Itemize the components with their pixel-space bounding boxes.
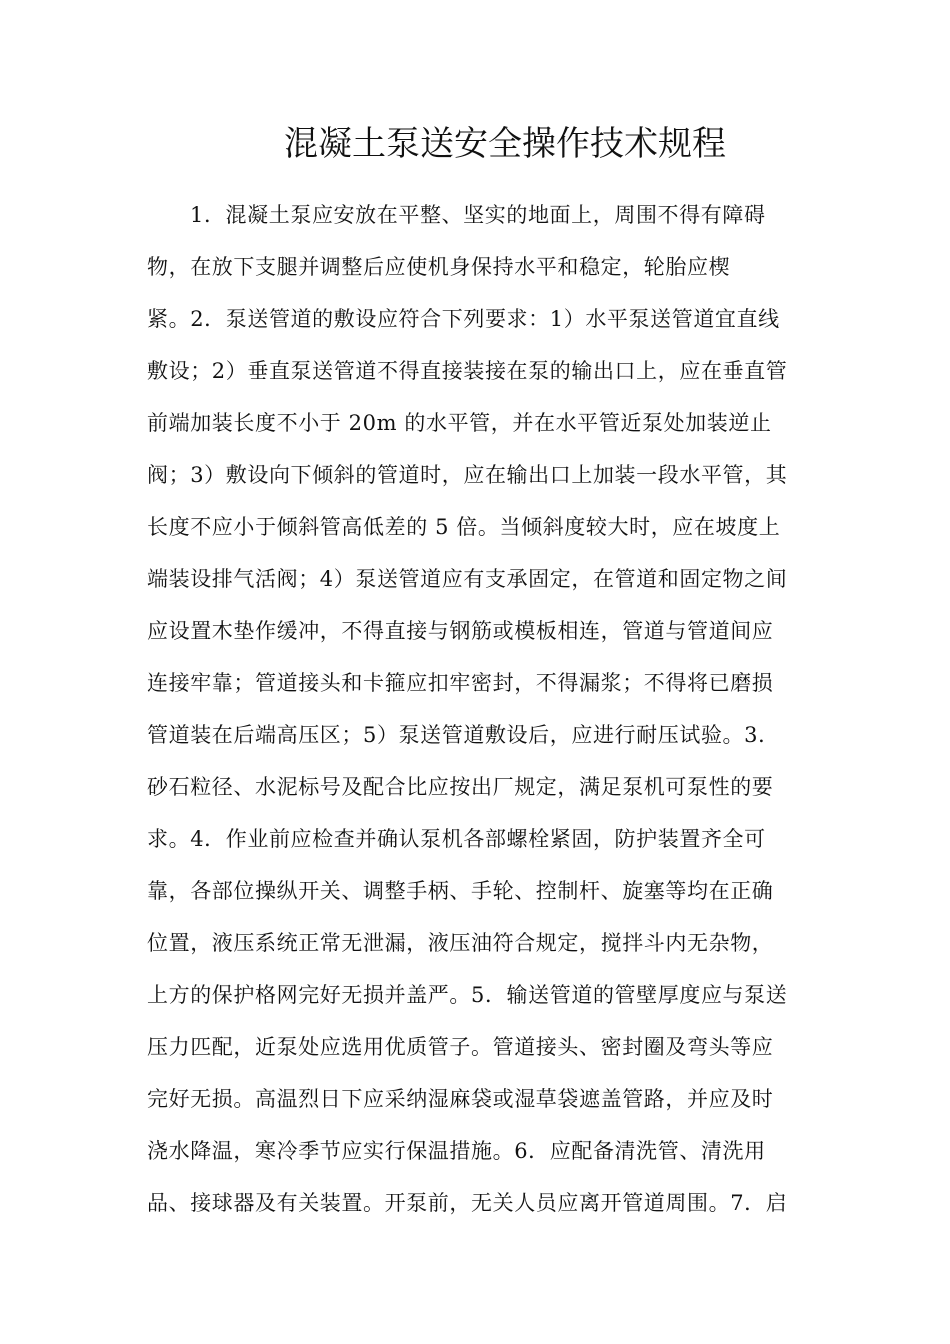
body-line: 长度不应小于倾斜管高低差的 5 倍。当倾斜度较大时，应在坡度上 xyxy=(147,515,781,539)
body-line: 阀；3）敷设向下倾斜的管道时，应在输出口上加装一段水平管，其 xyxy=(147,463,788,487)
document-body xyxy=(147,195,827,1235)
body-line: 求。4．作业前应检查并确认泵机各部螺栓紧固，防护装置齐全可 xyxy=(147,827,766,851)
body-line: 端装设排气活阀；4）泵送管道应有支承固定，在管道和固定物之间 xyxy=(147,567,788,591)
body-line: 位置，液压系统正常无泄漏，液压油符合规定，搅拌斗内无杂物， xyxy=(147,931,774,955)
body-line: 管道装在后端高压区；5）泵送管道敷设后，应进行耐压试验。3． xyxy=(147,723,780,747)
document-title: 混凝土泵送安全操作技术规程 xyxy=(284,124,726,164)
body-line: 完好无损。高温烈日下应采纳湿麻袋或湿草袋遮盖管路，并应及时 xyxy=(147,1087,774,1111)
body-line: 1．混凝土泵应安放在平整、坚实的地面上，周围不得有障碍 xyxy=(190,203,766,227)
body-line: 浇水降温，寒冷季节应实行保温措施。6．应配备清洗管、清洗用 xyxy=(147,1139,766,1163)
body-line: 紧。2．泵送管道的敷设应符合下列要求：1）水平泵送管道宜直线 xyxy=(147,307,780,331)
body-line: 靠，各部位操纵开关、调整手柄、手轮、控制杆、旋塞等均在正确 xyxy=(147,879,774,903)
body-line: 连接牢靠；管道接头和卡箍应扣牢密封，不得漏浆；不得将已磨损 xyxy=(147,671,774,695)
body-line: 应设置木垫作缓冲，不得直接与钢筋或模板相连，管道与管道间应 xyxy=(147,619,774,643)
body-line: 砂石粒径、水泥标号及配合比应按出厂规定，满足泵机可泵性的要 xyxy=(147,775,774,799)
body-line: 压力匹配，近泵处应选用优质管子。管道接头、密封圈及弯头等应 xyxy=(147,1035,774,1059)
body-line: 品、接球器及有关装置。开泵前，无关人员应离开管道周围。7．启 xyxy=(147,1191,788,1215)
body-line: 物，在放下支腿并调整后应使机身保持水平和稳定，轮胎应楔 xyxy=(147,255,731,279)
body-line: 敷设；2）垂直泵送管道不得直接装接在泵的输出口上，应在垂直管 xyxy=(147,359,788,383)
body-line: 上方的保护格网完好无损并盖严。5．输送管道的管壁厚度应与泵送 xyxy=(147,983,788,1007)
body-line: 前端加装长度不小于 20m 的水平管，并在水平管近泵处加装逆止 xyxy=(147,411,772,435)
